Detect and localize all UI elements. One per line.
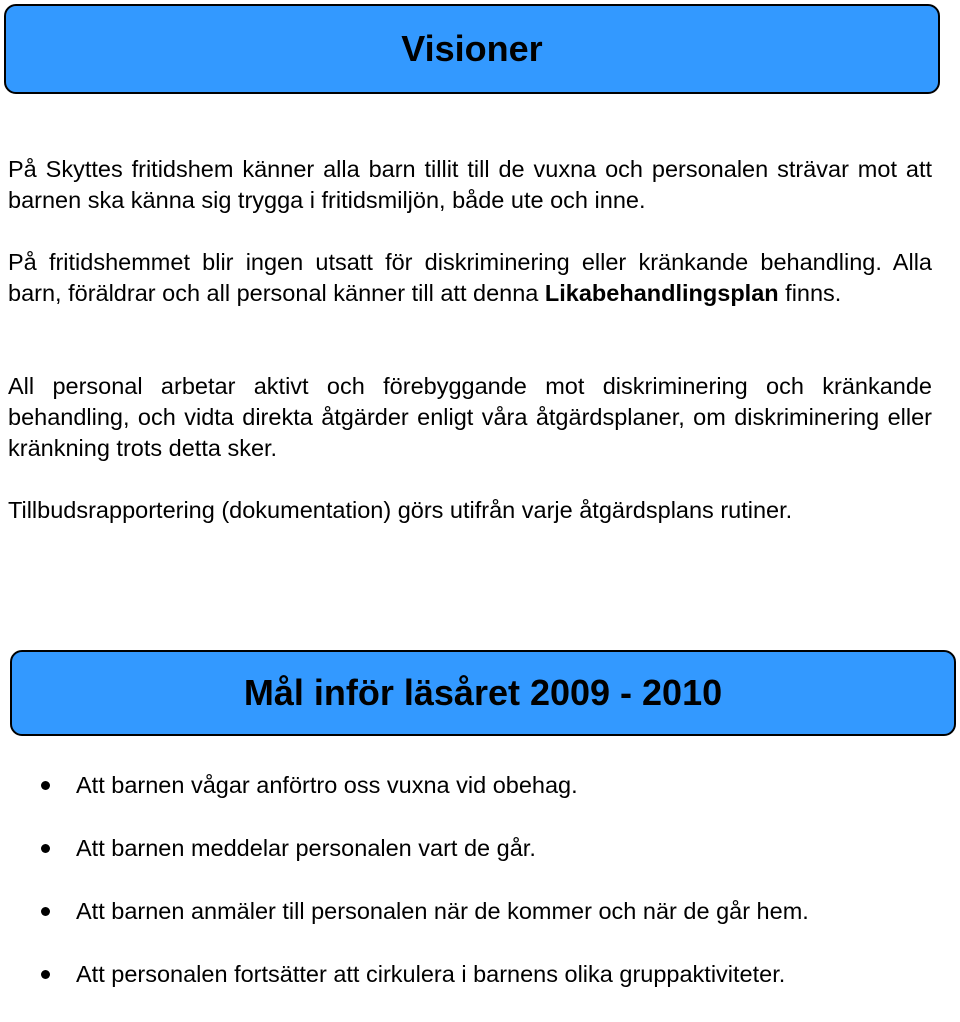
bullet-icon — [41, 970, 50, 979]
goals-heading-banner — [10, 650, 956, 736]
vision-paragraph-2-text: På fritidshemmet blir ingen utsatt för diskriminering eller kränkande behandling. Alla barn, föräldrar och all personal känner till att denna — [8, 249, 932, 306]
vision-paragraph-1: På Skyttes fritidshem känner alla barn tillit till de vuxna och personalen strävar mot att barnen ska känna sig trygga i fritidsmiljön, både ute och inne. — [8, 156, 932, 213]
goal-text: Att barnen meddelar personalen vart de går. — [76, 835, 536, 861]
goal-item — [0, 833, 960, 896]
vision-paragraph-2 — [8, 247, 932, 309]
visioner-heading-banner — [4, 4, 940, 94]
likabehandlingsplan-term: Likabehandlingsplan — [544, 280, 779, 306]
goals-list — [0, 770, 960, 1022]
goal-text: Att barnen vågar anförtro oss vuxna vid obehag. — [76, 772, 578, 798]
bullet-icon — [41, 844, 50, 853]
goal-text: Att barnen anmäler till personalen när de kommer och när de går hem. — [76, 898, 809, 924]
goal-text: Att personalen fortsätter att cirkulera i barnens olika gruppaktiviteter. — [76, 961, 786, 987]
goals-heading: Mål inför läsåret 2009 - 2010 — [243, 672, 723, 713]
goal-item — [0, 959, 960, 1022]
goal-item — [0, 896, 960, 959]
goal-item — [0, 770, 960, 833]
vision-paragraph-3: All personal arbetar aktivt och förebyggande mot diskriminering och kränkande behandling, och vidta direkta åtgärder enligt våra åtgärdsplaner, om diskriminering eller kränkning trots detta sker. — [8, 373, 932, 461]
bullet-icon — [41, 781, 50, 790]
bullet-icon — [41, 907, 50, 916]
visioner-heading: Visioner — [401, 28, 543, 69]
vision-paragraph-4: Tillbudsrapportering (dokumentation) görs utifrån varje åtgärdsplans rutiner. — [8, 497, 793, 523]
vision-paragraph-2-ending: finns. — [778, 280, 842, 306]
